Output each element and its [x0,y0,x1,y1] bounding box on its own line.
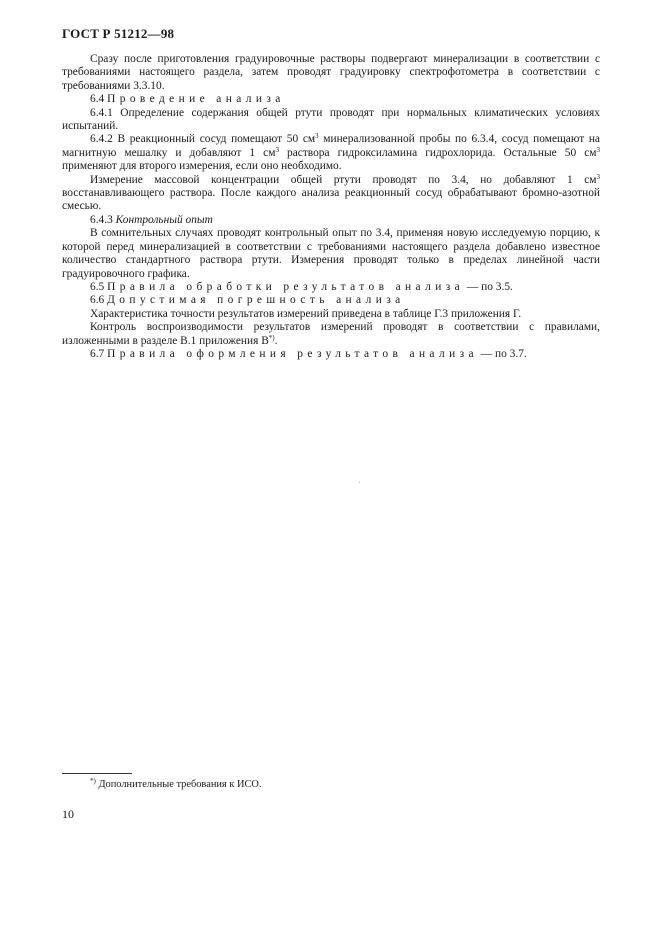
section-heading-6-4: 6.4 Проведение анализа [90,93,285,106]
scan-speck [359,482,360,483]
footnote-text: Дополнительные требования к ИСО. [95,779,262,790]
paragraph-calibration-mineralization: Сразу после приготовления градуировочные растворы подвергают минерализации в соответствии с требованиями настоящего раздела, затем проводят градуировку спектрофотометра в соответствии с требованиями 3.3.10. [62,53,600,92]
footnote-mark: *) [90,777,96,785]
section-heading-6-7: 6.7 Правила оформления результатов анализа — по 3.7. [90,347,527,360]
section-title-6-7: Правила оформления результатов анализа [107,347,478,360]
section-title-6-5: Правила обработки результатов анализа [107,280,465,293]
paragraph-6-4-1: 6.4.1 Определение содержания общей ртути проводят при нормальных климатических условиях испытаний. [62,106,600,133]
standard-designation: ГОСТ Р 51212—98 [62,26,175,41]
section-title-6-4-3: Контрольный опыт [115,213,213,226]
page-number: 10 [62,807,74,821]
section-title-6-6: Допустимая погрешность анализа [107,294,405,307]
footnote [90,779,262,791]
footnote-divider [62,773,132,774]
section-heading-6-5: 6.5 Правила обработки результатов анализа — по 3.5. [90,280,513,293]
document-header [62,26,174,42]
section-heading-6-6: 6.6 Допустимая погрешность анализа [90,294,405,307]
paragraph-6-6-accuracy: Характеристика точности результатов измерений приведена в таблице Г.3 приложения Г. [90,307,522,320]
paragraph-measurement: Измерение массовой концентрации общей ртути проводят по 3.4, но добавляют 1 $см^3$ восстанавливающего раствора. После каждого анализа реакционный сосуд обрабатывают бромно-азотной смесью. [62,172,600,213]
footnote-reference: *) [268,333,275,342]
section-heading-6-4-3: 6.4.3 Контрольный опыт [90,213,213,226]
paragraph-6-4-3: В сомнительных случаях проводят контрольный опыт по 3.4, применяя новую исследуемую порцию, к которой перед минерализацией в соответствии с требованиями настоящего раздела добавлено известное количество стандартного раствора ртути. Измерения проводят только в пределах линейной части градуировочного графика. [62,227,600,280]
section-title-6-4: Проведение анализа [107,93,285,106]
paragraph-6-4-2: 6.4.2 В реакционный сосуд помещают 50 $см^3$ минерализованной пробы по 6.3.4, сосуд помещают на магнитную мешалку и добавляют 1 $см^3$ раствора гидроксиламина гидрохлорида. Остальные 50 $см^3$ применяют для второго измерения, если оно необходимо. [62,132,601,173]
paragraph-6-6-reproducibility: Контроль воспроизводимости результатов измерений проводят в соответствии с правилами, изложенными в разделе В.1 приложения В*). [62,321,600,347]
document-body [62,53,600,361]
